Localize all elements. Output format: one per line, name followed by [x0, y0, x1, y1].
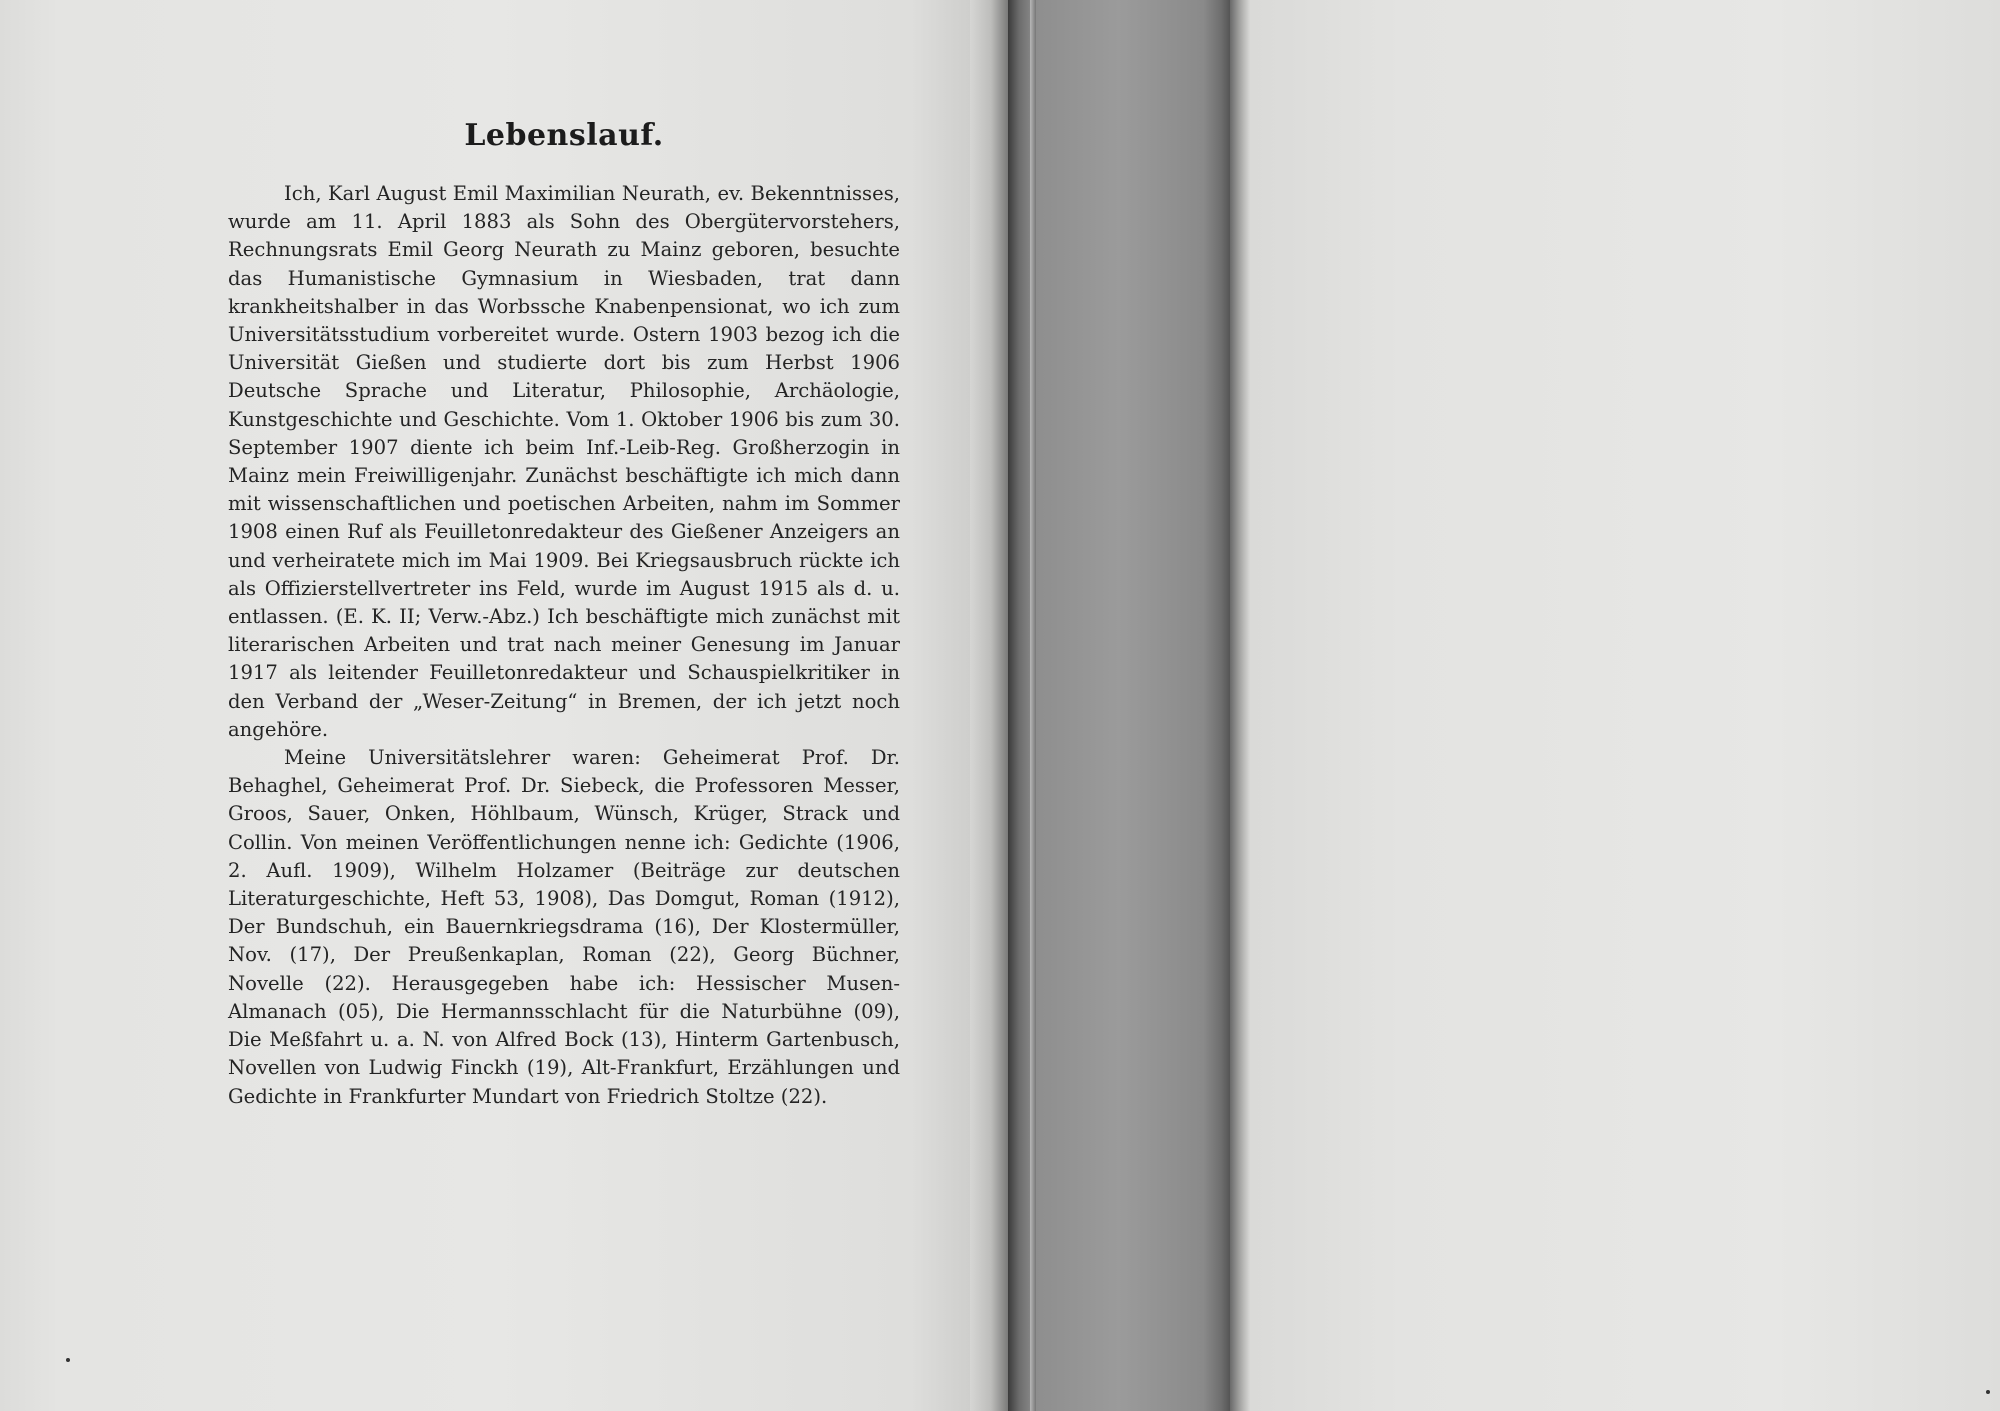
- book-spine: [1008, 0, 1230, 1411]
- spine-highlight: [1030, 0, 1036, 1411]
- document-title: Lebenslauf.: [464, 118, 664, 153]
- left-page-gutter: [970, 0, 1008, 1411]
- paragraph-biography: Ich, Karl August Emil Maximilian Neurath, ev. Bekenntnisses, wurde am 11. April 1883 als Sohn des Obergütervorstehers, Rechnungsrats Emil Georg Neurath zu Mainz geboren, besuchte das Humanistische Gymnasium in Wiesbaden, trat dann krankheitshalber in das Worbssche Knabenpensionat, wo ich zum Universitätsstudium vorbereitet wurde. Ostern 1903 bezog ich die Universität Gießen und studierte dort bis zum Herbst 1906 Deutsche Sprache und Literatur, Philosophie, Archäologie, Kunstgeschichte und Geschichte. Vom 1. Oktober 1906 bis zum 30. September 1907 diente ich beim Inf.-Leib-Reg. Großherzogin in Mainz mein Freiwilligenjahr. Zunächst beschäftigte ich mich dann mit wissenschaftlichen und poetischen Arbeiten, nahm im Sommer 1908 einen Ruf als Feuilletonredakteur des Gießener Anzeigers an und verheiratete mich im Mai 1909. Bei Kriegsausbruch rückte ich als Offizierstellvertreter ins Feld, wurde im August 1915 als d. u. entlassen. (E. K. II; Verw.-Abz.) Ich beschäftigte mich zunächst mit literarischen Arbeiten und trat nach meiner Genesung im Januar 1917 als leitender Feuilletonredakteur und Schauspielkritiker in den Verband der „Weser-Zeitung“ in Bremen, der ich jetzt noch angehöre.: [228, 182, 900, 741]
- paragraph-teachers-publications: Meine Universitätslehrer waren: Geheimerat Prof. Dr. Behaghel, Geheimerat Prof. Dr. Siebeck, die Professoren Messer, Groos, Sauer, Onken, Höhlbaum, Wünsch, Krüger, Strack und Collin. Von meinen Veröffentlichungen nenne ich: Gedichte (1906, 2. Aufl. 1909), Wilhelm Holzamer (Beiträge zur deutschen Literaturgeschichte, Heft 53, 1908), Das Domgut, Roman (1912), Der Bundschuh, ein Bauernkriegsdrama (16), Der Klostermüller, Nov. (17), Der Preußenkaplan, Roman (22), Georg Büchner, Novelle (22). Herausgegeben habe ich: Hessischer Musen-Almanach (05), Die Hermannsschlacht für die Naturbühne (09), Die Meßfahrt u. a. N. von Alfred Bock (13), Hinterm Gartenbusch, Novellen von Ludwig Finckh (19), Alt-Frankfurt, Erzählungen und Gedichte in Frankfurter Mundart von Friedrich Stoltze (22).: [228, 746, 900, 1108]
- right-page-blank: [1250, 0, 2000, 1411]
- right-page-gutter: [1230, 0, 1250, 1411]
- scan-speck: [1986, 1390, 1990, 1394]
- document-body: [228, 180, 900, 1111]
- scan-speck: [66, 1358, 70, 1362]
